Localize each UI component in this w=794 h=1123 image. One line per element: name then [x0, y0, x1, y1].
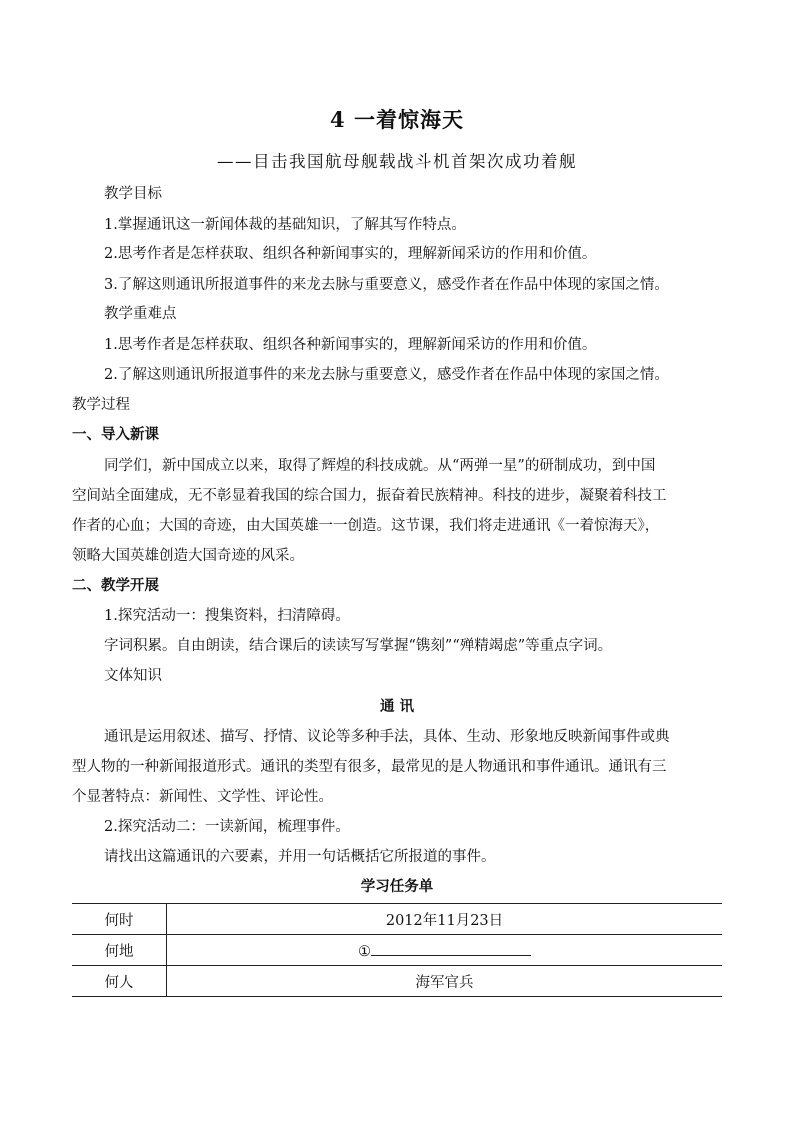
vocab-text: 字词积累。自由朗读，结合课后的读读写写掌握“镌刻”“殚精竭虑”等重点字词。 — [104, 638, 613, 654]
objective-item: 1.掌握通讯这一新闻体裁的基础知识，了解其写作特点。 — [104, 217, 466, 233]
objectives-heading: 教学目标 — [104, 186, 162, 202]
table-cell-label: 何人 — [72, 966, 167, 997]
intro-paragraph-line: 同学们，新中国成立以来，取得了辉煌的科技成就。从“两弹一星”的研制成功，到中国 — [104, 458, 656, 474]
activity2-text: 2.探究活动二：一读新闻，梳理事件。 — [104, 819, 350, 835]
key-points-heading: 教学重难点 — [104, 306, 177, 322]
fill-in-line — [371, 941, 531, 956]
objective-item: 2.思考作者是怎样获取、组织各种新闻事实的，理解新闻采访的作用和价值。 — [104, 246, 597, 262]
table-title: 学习任务单 — [360, 878, 434, 895]
process-heading: 教学过程 — [72, 397, 130, 413]
key-point-item: 1.思考作者是怎样获取、组织各种新闻事实的，理解新闻采访的作用和价值。 — [104, 337, 597, 353]
intro-paragraph-line: 空间站全面建成，无不彰显着我国的综合国力，振奋着民族精神。科技的进步，凝聚着科技工 — [72, 488, 667, 504]
instruction-text: 请找出这篇通讯的六要素，并用一句话概括它所报道的事件。 — [104, 849, 496, 865]
table-row — [72, 935, 722, 966]
activity1-text: 1.探究活动一：搜集资料，扫清障碍。 — [104, 608, 350, 624]
genre-heading: 文体知识 — [104, 668, 162, 684]
section2-heading: 二、教学开展 — [72, 577, 159, 594]
genre-paragraph-line: 通讯是运用叙述、描写、抒情、议论等多种手法，具体、生动、形象地反映新闻事件或典 — [104, 729, 670, 745]
table-row — [72, 966, 722, 997]
page-title: 4 一着惊海天 — [330, 107, 464, 132]
table-cell-value: 海军官兵 — [415, 974, 474, 991]
table-cell-label: 何地 — [72, 935, 167, 966]
table-cell-value: 2012年11月23日 — [385, 912, 504, 929]
intro-paragraph-line: 领略大国英雄创造大国奇迹的风采。 — [72, 548, 304, 564]
genre-paragraph-line: 个显著特点：新闻性、文学性、评论性。 — [72, 789, 333, 805]
table-cell-label: 何时 — [72, 904, 167, 935]
intro-paragraph-line: 作者的心血；大国的奇迹，由大国英雄一一创造。这节课，我们将走进通讯《一着惊海天》， — [72, 518, 660, 534]
table-cell-answer-blank — [167, 935, 723, 966]
section1-heading: 一、导入新课 — [72, 426, 159, 443]
genre-paragraph-line: 型人物的一种新闻报道形式。通讯的类型有很多，最常见的是人物通讯和事件通讯。通讯有三 — [72, 759, 667, 775]
page-subtitle: ——目击我国航母舰载战斗机首架次成功着舰 — [217, 152, 577, 171]
key-point-item: 2.了解这则通讯所报道事件的来龙去脉与重要意义，感受作者在作品中体现的家国之情。 — [104, 367, 669, 383]
blank-marker: ① — [358, 943, 371, 960]
task-table — [72, 903, 722, 997]
objective-item: 3.了解这则通讯所报道事件的来龙去脉与重要意义，感受作者在作品中体现的家国之情。 — [104, 277, 669, 293]
genre-title: 通 讯 — [379, 698, 415, 715]
table-row — [72, 904, 722, 935]
